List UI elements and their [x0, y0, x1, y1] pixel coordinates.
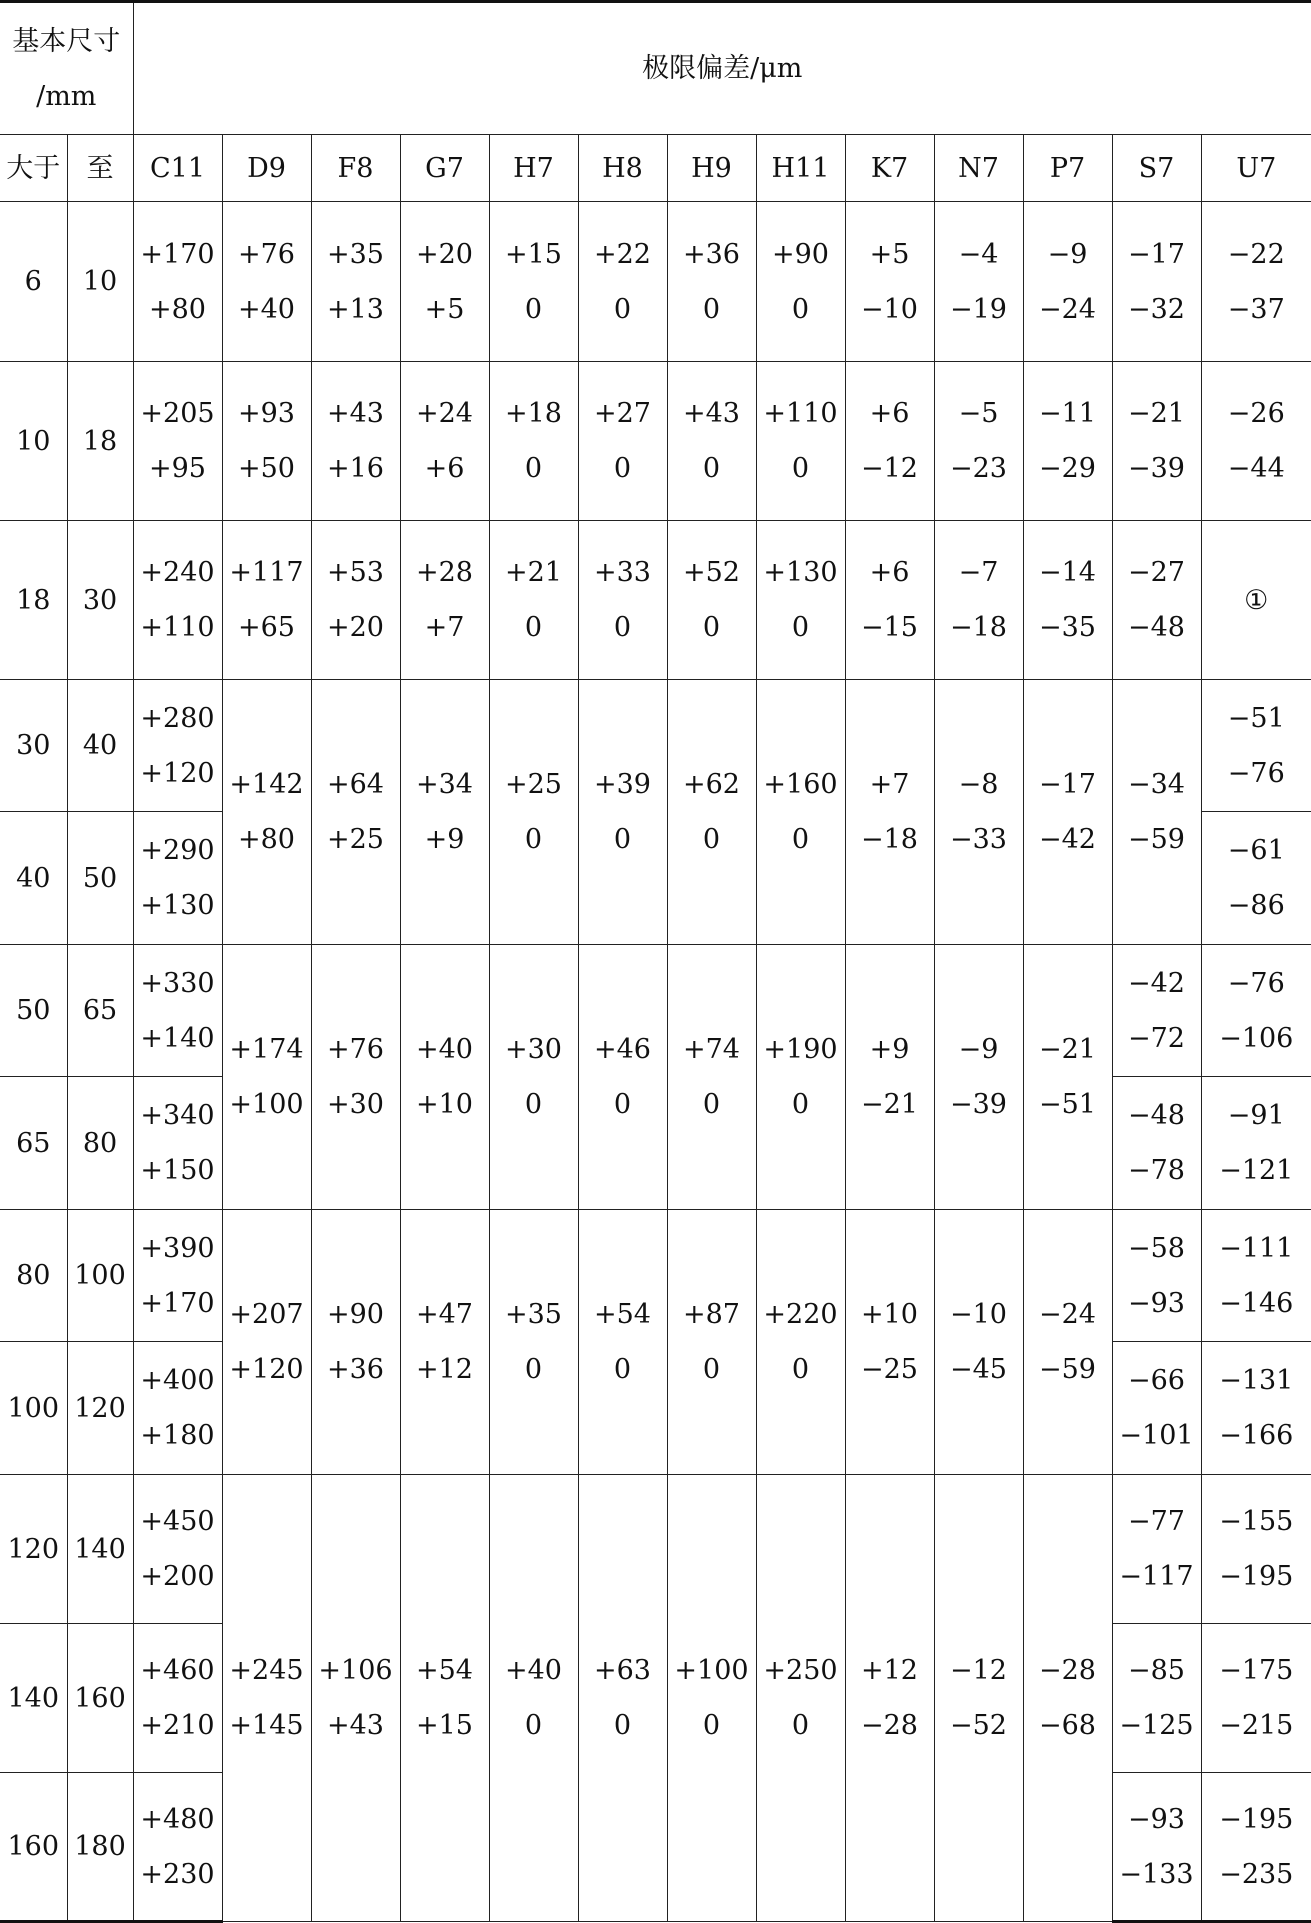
to-header: 至 — [67, 135, 133, 202]
grade-header: H8 — [578, 135, 667, 202]
grade-header: S7 — [1112, 135, 1201, 202]
size-to: 65 — [67, 945, 133, 1077]
basic-size-unit: /mm — [36, 80, 97, 112]
deviation-cell: −10 −45 — [934, 1210, 1023, 1475]
deviation-cell: +207 +120 — [222, 1210, 311, 1475]
grade-header: U7 — [1201, 135, 1311, 202]
grade-header-row — [0, 135, 1311, 202]
size-over: 6 — [0, 202, 67, 362]
deviation-cell: −17 −42 — [1023, 680, 1112, 945]
deviation-cell: +22 0 — [578, 202, 667, 362]
deviation-cell: −24 −59 — [1023, 1210, 1112, 1475]
deviation-cell: +74 0 — [667, 945, 756, 1210]
header-row — [0, 2, 1311, 135]
deviation-cell: −12 −52 — [934, 1475, 1023, 1922]
grade-header: C11 — [133, 135, 222, 202]
deviation-cell: −34 −59 — [1112, 680, 1201, 945]
size-over: 80 — [0, 1210, 67, 1342]
deviation-cell: −9 −24 — [1023, 202, 1112, 362]
grade-header: G7 — [400, 135, 489, 202]
table-row — [0, 202, 1311, 362]
size-over: 10 — [0, 362, 67, 521]
table-row — [0, 680, 1311, 812]
deviation-cell: +174 +100 — [222, 945, 311, 1210]
grade-header: H7 — [489, 135, 578, 202]
over-header: 大于 — [0, 135, 67, 202]
deviation-cell: +190 0 — [756, 945, 845, 1210]
footnote-marker: ① — [1201, 521, 1311, 680]
deviation-cell: +54 +15 — [400, 1475, 489, 1922]
deviation-cell: −26 −44 — [1201, 362, 1311, 521]
deviation-cell: +9 −21 — [845, 945, 934, 1210]
deviation-cell: +24 +6 — [400, 362, 489, 521]
deviation-cell: +117 +65 — [222, 521, 311, 680]
deviation-cell: −131 −166 — [1201, 1342, 1311, 1475]
deviation-cell: +40 0 — [489, 1475, 578, 1922]
deviation-cell: −155 −195 — [1201, 1475, 1311, 1624]
deviation-cell: +36 0 — [667, 202, 756, 362]
deviation-cell: +6 −12 — [845, 362, 934, 521]
grade-header: H11 — [756, 135, 845, 202]
deviation-cell: −4 −19 — [934, 202, 1023, 362]
size-over: 40 — [0, 812, 67, 945]
deviation-cell: −91 −121 — [1201, 1077, 1311, 1210]
grade-header: K7 — [845, 135, 934, 202]
deviation-cell: +480 +230 — [133, 1773, 222, 1922]
deviation-cell: −21 −51 — [1023, 945, 1112, 1210]
deviation-cell: −8 −33 — [934, 680, 1023, 945]
size-over: 18 — [0, 521, 67, 680]
size-to: 180 — [67, 1773, 133, 1922]
deviation-cell: +90 0 — [756, 202, 845, 362]
deviation-cell: −17 −32 — [1112, 202, 1201, 362]
deviation-cell: +110 0 — [756, 362, 845, 521]
deviation-cell: +240 +110 — [133, 521, 222, 680]
deviation-cell: +460 +210 — [133, 1624, 222, 1773]
deviation-cell: +250 0 — [756, 1475, 845, 1922]
size-to: 30 — [67, 521, 133, 680]
basic-size-header — [0, 2, 133, 135]
deviation-cell: −28 −68 — [1023, 1475, 1112, 1922]
limit-deviation-header: 极限偏差/μm — [133, 2, 1311, 135]
deviation-cell: −195 −235 — [1201, 1773, 1311, 1922]
deviation-cell: +54 0 — [578, 1210, 667, 1475]
deviation-cell: +39 0 — [578, 680, 667, 945]
deviation-cell: −7 −18 — [934, 521, 1023, 680]
deviation-cell: +21 0 — [489, 521, 578, 680]
deviation-cell: −5 −23 — [934, 362, 1023, 521]
deviation-cell: −93 −133 — [1112, 1773, 1201, 1922]
deviation-cell: −22 −37 — [1201, 202, 1311, 362]
grade-header: F8 — [311, 135, 400, 202]
deviation-cell: +62 0 — [667, 680, 756, 945]
table-row — [0, 945, 1311, 1077]
grade-header: N7 — [934, 135, 1023, 202]
deviation-cell: −42 −72 — [1112, 945, 1201, 1077]
deviation-cell: +63 0 — [578, 1475, 667, 1922]
deviation-cell: +28 +7 — [400, 521, 489, 680]
deviation-cell: −21 −39 — [1112, 362, 1201, 521]
size-to: 80 — [67, 1077, 133, 1210]
grade-header: D9 — [222, 135, 311, 202]
deviation-cell: +43 0 — [667, 362, 756, 521]
size-to: 18 — [67, 362, 133, 521]
deviation-cell: +90 +36 — [311, 1210, 400, 1475]
deviation-cell: +47 +12 — [400, 1210, 489, 1475]
deviation-cell: +330 +140 — [133, 945, 222, 1077]
deviation-cell: +18 0 — [489, 362, 578, 521]
deviation-cell: +100 0 — [667, 1475, 756, 1922]
deviation-cell: +5 −10 — [845, 202, 934, 362]
deviation-cell: +390 +170 — [133, 1210, 222, 1342]
basic-size-label: 基本尺寸 — [12, 25, 121, 57]
deviation-cell: −27 −48 — [1112, 521, 1201, 680]
deviation-cell: −66 −101 — [1112, 1342, 1201, 1475]
deviation-cell: −175 −215 — [1201, 1624, 1311, 1773]
deviation-cell: +52 0 — [667, 521, 756, 680]
deviation-cell: +12 −28 — [845, 1475, 934, 1922]
deviation-cell: +35 0 — [489, 1210, 578, 1475]
deviation-cell: −11 −29 — [1023, 362, 1112, 521]
size-to: 100 — [67, 1210, 133, 1342]
deviation-cell: −61 −86 — [1201, 812, 1311, 945]
deviation-cell: −77 −117 — [1112, 1475, 1201, 1624]
deviation-cell: +53 +20 — [311, 521, 400, 680]
deviation-cell: +6 −15 — [845, 521, 934, 680]
deviation-cell: +46 0 — [578, 945, 667, 1210]
deviation-cell: +280 +120 — [133, 680, 222, 812]
size-to: 40 — [67, 680, 133, 812]
size-to: 50 — [67, 812, 133, 945]
deviation-cell: +106 +43 — [311, 1475, 400, 1922]
deviation-cell: −48 −78 — [1112, 1077, 1201, 1210]
deviation-cell: +160 0 — [756, 680, 845, 945]
size-over: 120 — [0, 1475, 67, 1624]
deviation-cell: +35 +13 — [311, 202, 400, 362]
deviation-cell: −14 −35 — [1023, 521, 1112, 680]
deviation-cell: +33 0 — [578, 521, 667, 680]
deviation-cell: −76 −106 — [1201, 945, 1311, 1077]
deviation-cell: +340 +150 — [133, 1077, 222, 1210]
grade-header: H9 — [667, 135, 756, 202]
deviation-cell: +27 0 — [578, 362, 667, 521]
deviation-cell: +130 0 — [756, 521, 845, 680]
deviation-cell: +64 +25 — [311, 680, 400, 945]
deviation-cell: +40 +10 — [400, 945, 489, 1210]
deviation-cell: +34 +9 — [400, 680, 489, 945]
deviation-cell: +205 +95 — [133, 362, 222, 521]
deviation-cell: +20 +5 — [400, 202, 489, 362]
size-over: 50 — [0, 945, 67, 1077]
deviation-cell: +290 +130 — [133, 812, 222, 945]
size-over: 100 — [0, 1342, 67, 1475]
deviation-cell: +7 −18 — [845, 680, 934, 945]
table-row — [0, 521, 1311, 680]
deviation-cell: −85 −125 — [1112, 1624, 1201, 1773]
deviation-cell: +400 +180 — [133, 1342, 222, 1475]
deviation-cell: +76 +40 — [222, 202, 311, 362]
size-to: 10 — [67, 202, 133, 362]
grade-header: P7 — [1023, 135, 1112, 202]
deviation-cell: +25 0 — [489, 680, 578, 945]
size-over: 160 — [0, 1773, 67, 1922]
deviation-cell: −51 −76 — [1201, 680, 1311, 812]
deviation-cell: +76 +30 — [311, 945, 400, 1210]
deviation-cell: +220 0 — [756, 1210, 845, 1475]
size-over: 30 — [0, 680, 67, 812]
deviation-cell: +245 +145 — [222, 1475, 311, 1922]
deviation-cell: −9 −39 — [934, 945, 1023, 1210]
deviation-cell: +10 −25 — [845, 1210, 934, 1475]
table-row — [0, 1475, 1311, 1624]
deviation-cell: +30 0 — [489, 945, 578, 1210]
deviation-cell: +87 0 — [667, 1210, 756, 1475]
size-to: 140 — [67, 1475, 133, 1624]
deviation-cell: +15 0 — [489, 202, 578, 362]
table-row — [0, 362, 1311, 521]
deviation-cell: +142 +80 — [222, 680, 311, 945]
deviation-cell: −58 −93 — [1112, 1210, 1201, 1342]
size-over: 65 — [0, 1077, 67, 1210]
deviation-cell: +43 +16 — [311, 362, 400, 521]
deviation-cell: −111 −146 — [1201, 1210, 1311, 1342]
deviation-cell: +450 +200 — [133, 1475, 222, 1624]
table-row — [0, 1210, 1311, 1342]
deviation-cell: +93 +50 — [222, 362, 311, 521]
deviation-cell: +170 +80 — [133, 202, 222, 362]
size-to: 120 — [67, 1342, 133, 1475]
size-to: 160 — [67, 1624, 133, 1773]
size-over: 140 — [0, 1624, 67, 1773]
